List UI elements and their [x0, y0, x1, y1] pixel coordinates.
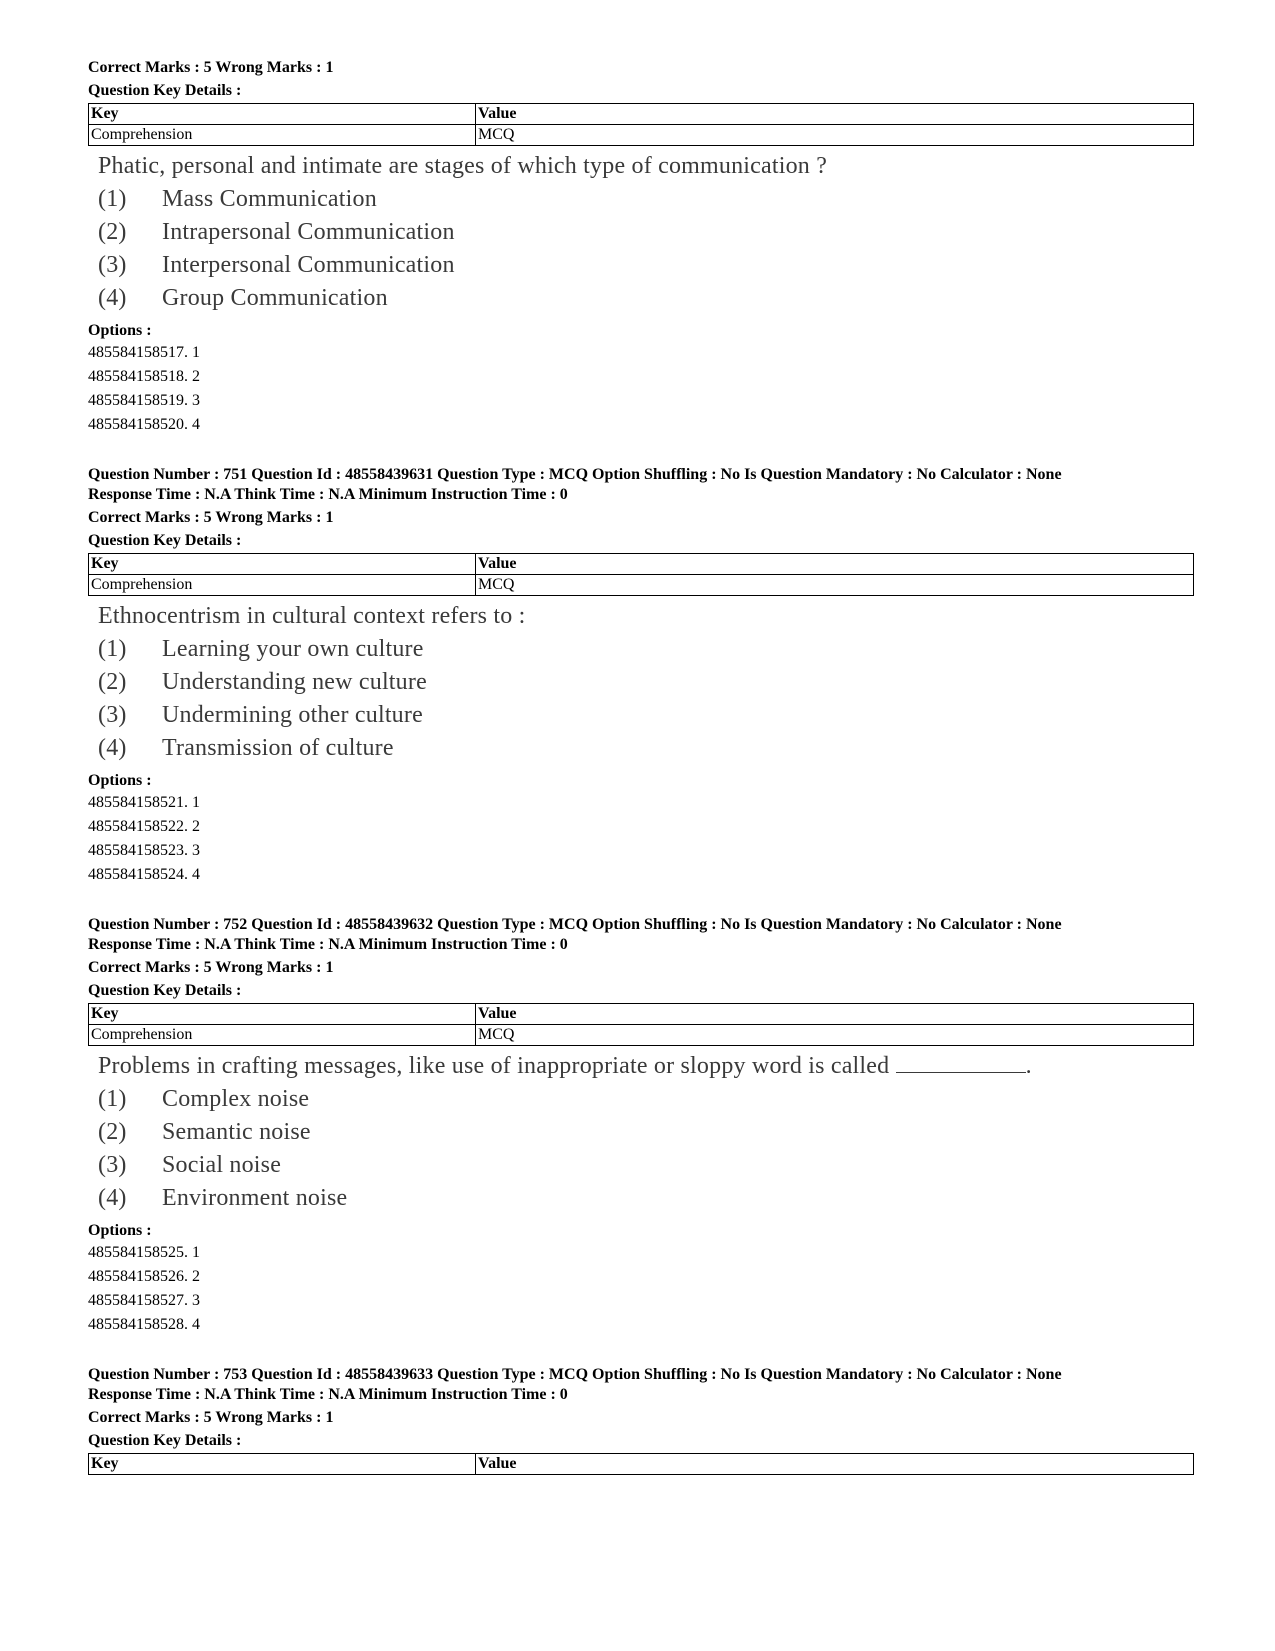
choice-number: (1): [98, 636, 127, 662]
question-meta-line: Question Number : 753 Question Id : 48558439633 Question Type : MCQ Option Shuffling : No Is Question Mandatory : No Calculator : None: [88, 1366, 1062, 1383]
choice-text: Intrapersonal Communication: [162, 219, 455, 245]
document-page: [88, 58, 1198, 1479]
question-text: Phatic, personal and intimate are stages of which type of communication ?: [98, 153, 828, 179]
choice-item: [98, 732, 1198, 765]
table-header-row: [89, 1454, 1194, 1475]
choice-item: [98, 216, 1198, 249]
choice-item: [98, 633, 1198, 666]
question-block-753: [88, 1365, 1198, 1475]
option-id: 485584158520. 4: [88, 416, 200, 433]
question-suffix: .: [1025, 1053, 1032, 1079]
choice-item: [98, 1182, 1198, 1215]
choice-item: [98, 183, 1198, 216]
key-details-label: Question Key Details :: [88, 1432, 242, 1449]
question-image: [88, 1050, 1198, 1215]
options-label: Options :: [88, 772, 152, 789]
choice-text: Undermining other culture: [162, 702, 423, 728]
key-details-label: Question Key Details :: [88, 982, 242, 999]
option-id: 485584158519. 3: [88, 392, 200, 409]
table-cell-value: MCQ: [476, 1025, 1194, 1046]
question-meta-line: Response Time : N.A Think Time : N.A Minimum Instruction Time : 0: [88, 486, 568, 503]
key-details-label: Question Key Details :: [88, 82, 242, 99]
marks-line: Correct Marks : 5 Wrong Marks : 1: [88, 959, 334, 976]
choice-number: (3): [98, 702, 127, 728]
key-details-table: [88, 553, 1194, 596]
table-cell-key: Comprehension: [89, 125, 476, 146]
option-id: 485584158522. 2: [88, 818, 200, 835]
question-block-751: [88, 465, 1198, 887]
choice-number: (2): [98, 219, 127, 245]
question-block-752: [88, 915, 1198, 1337]
table-header-row: [89, 1004, 1194, 1025]
table-cell-value: MCQ: [476, 575, 1194, 596]
choice-number: (1): [98, 1086, 127, 1112]
option-id: 485584158528. 4: [88, 1316, 200, 1333]
table-header-row: [89, 554, 1194, 575]
choice-text: Learning your own culture: [162, 636, 424, 662]
choice-text: Mass Communication: [162, 186, 377, 212]
table-header-key: Key: [89, 1004, 476, 1025]
choice-text: Group Communication: [162, 285, 388, 311]
table-header-key: Key: [89, 104, 476, 125]
question-meta-line: Response Time : N.A Think Time : N.A Minimum Instruction Time : 0: [88, 936, 568, 953]
fill-in-blank: [896, 1052, 1026, 1073]
options-label: Options :: [88, 322, 152, 339]
key-details-label: Question Key Details :: [88, 532, 242, 549]
marks-line: Correct Marks : 5 Wrong Marks : 1: [88, 59, 334, 76]
key-details-table: [88, 1003, 1194, 1046]
options-list: [88, 321, 1198, 437]
options-list: [88, 1221, 1198, 1337]
key-details-table: [88, 103, 1194, 146]
choice-number: (3): [98, 1152, 127, 1178]
choice-text: Semantic noise: [162, 1119, 311, 1145]
choice-text: Environment noise: [162, 1185, 348, 1211]
marks-line: Correct Marks : 5 Wrong Marks : 1: [88, 1409, 334, 1426]
choice-item: [98, 666, 1198, 699]
option-id: 485584158521. 1: [88, 794, 200, 811]
choice-item: [98, 1149, 1198, 1182]
choice-text: Understanding new culture: [162, 669, 427, 695]
options-label: Options :: [88, 1222, 152, 1239]
option-id: 485584158524. 4: [88, 866, 200, 883]
question-block-750: [88, 58, 1198, 437]
table-header-value: Value: [476, 554, 1194, 575]
choice-item: [98, 1083, 1198, 1116]
table-row: [89, 1025, 1194, 1046]
choice-text: Social noise: [162, 1152, 282, 1178]
question-text-line: [98, 1050, 1198, 1083]
table-row: [89, 125, 1194, 146]
table-header-row: [89, 104, 1194, 125]
option-id: 485584158525. 1: [88, 1244, 200, 1261]
option-id: 485584158518. 2: [88, 368, 200, 385]
question-meta-line: Question Number : 752 Question Id : 48558439632 Question Type : MCQ Option Shuffling : No Is Question Mandatory : No Calculator : None: [88, 916, 1062, 933]
key-details-table: [88, 1453, 1194, 1475]
table-header-key: Key: [89, 1454, 476, 1475]
question-text: Problems in crafting messages, like use of inappropriate or sloppy word is called: [98, 1053, 890, 1079]
table-header-value: Value: [476, 1454, 1194, 1475]
table-header-key: Key: [89, 554, 476, 575]
choice-number: (3): [98, 252, 127, 278]
question-meta-line: Question Number : 751 Question Id : 48558439631 Question Type : MCQ Option Shuffling : No Is Question Mandatory : No Calculator : None: [88, 466, 1062, 483]
option-id: 485584158523. 3: [88, 842, 200, 859]
question-meta-line: Response Time : N.A Think Time : N.A Minimum Instruction Time : 0: [88, 1386, 568, 1403]
option-id: 485584158527. 3: [88, 1292, 200, 1309]
choice-text: Complex noise: [162, 1086, 310, 1112]
question-image: [88, 600, 1198, 765]
option-id: 485584158517. 1: [88, 344, 200, 361]
options-list: [88, 771, 1198, 887]
table-cell-key: Comprehension: [89, 575, 476, 596]
choice-item: [98, 282, 1198, 315]
choice-text: Transmission of culture: [162, 735, 394, 761]
option-id: 485584158526. 2: [88, 1268, 200, 1285]
choice-item: [98, 249, 1198, 282]
table-header-value: Value: [476, 104, 1194, 125]
choice-item: [98, 1116, 1198, 1149]
question-text: Ethnocentrism in cultural context refers to :: [98, 603, 526, 629]
choice-number: (4): [98, 1185, 127, 1211]
choice-item: [98, 699, 1198, 732]
table-cell-key: Comprehension: [89, 1025, 476, 1046]
table-cell-value: MCQ: [476, 125, 1194, 146]
choice-text: Interpersonal Communication: [162, 252, 455, 278]
choice-number: (2): [98, 1119, 127, 1145]
choice-number: (4): [98, 735, 127, 761]
marks-line: Correct Marks : 5 Wrong Marks : 1: [88, 509, 334, 526]
question-image: [88, 150, 1198, 315]
choice-number: (2): [98, 669, 127, 695]
table-header-value: Value: [476, 1004, 1194, 1025]
choice-number: (1): [98, 186, 127, 212]
choice-number: (4): [98, 285, 127, 311]
table-row: [89, 575, 1194, 596]
